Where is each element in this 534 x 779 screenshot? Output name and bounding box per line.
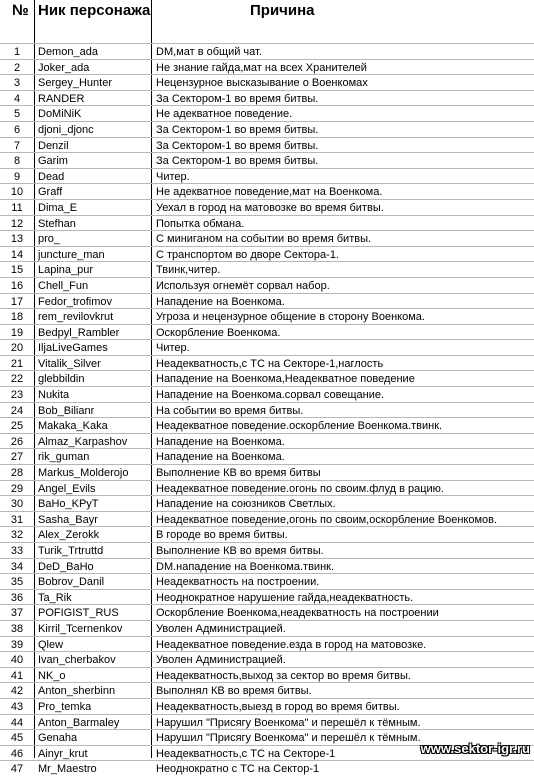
- row-number: 21: [10, 357, 24, 370]
- table-row: [0, 527, 534, 543]
- row-reason: Нецензурное высказывание о Военкомах: [156, 77, 368, 90]
- table-row: [0, 75, 534, 91]
- row-number: 9: [13, 170, 21, 183]
- row-reason: За Сектором-1 во время битвы.: [156, 139, 319, 152]
- row-nick: Markus_Molderojo: [38, 467, 129, 480]
- row-number: 10: [10, 186, 24, 199]
- row-reason: Уехал в город на матовозке во время битвы.: [156, 201, 384, 214]
- row-nick: Nukita: [38, 389, 70, 402]
- row-number: 15: [10, 264, 24, 277]
- row-reason: Неадекватное поведение.огонь по своим.флуд в рацию.: [156, 482, 444, 495]
- table-row: [0, 138, 534, 154]
- row-nick: Lapina_pur: [38, 264, 94, 277]
- row-reason: На событии во время битвы.: [156, 404, 304, 417]
- row-reason: Оскорбление Военкома.: [156, 326, 281, 339]
- row-reason: Уволен Администрацией.: [156, 654, 286, 667]
- row-nick: POFIGIST_RUS: [38, 607, 119, 620]
- table-row: [0, 340, 534, 356]
- row-reason: Выполнение КВ во время битвы: [156, 467, 321, 480]
- row-number: 45: [10, 732, 24, 745]
- header-number: №: [12, 2, 29, 19]
- row-reason: Не адекватное поведение.: [156, 108, 293, 121]
- row-number: 16: [10, 279, 24, 292]
- row-nick: Alex_Zerokk: [38, 529, 100, 542]
- table-row: [0, 496, 534, 512]
- row-reason: Нарушил "Присягу Военкома" и перешёл к тёмным.: [156, 732, 421, 745]
- row-reason: С транспортом во дворе Сектора-1.: [156, 248, 339, 261]
- row-number: 8: [13, 155, 21, 168]
- table-row: [0, 231, 534, 247]
- row-reason: Не знание гайда,мат на всех Хранителей: [156, 61, 367, 74]
- row-number: 34: [10, 560, 24, 573]
- table-row: [0, 309, 534, 325]
- row-number: 32: [10, 529, 24, 542]
- row-nick: Stefhan: [38, 217, 76, 230]
- row-number: 4: [13, 92, 21, 105]
- row-reason: Неадекватное поведение,огонь по своим,оскорбление Военкомов.: [156, 513, 498, 526]
- row-number: 24: [10, 404, 24, 417]
- table-row: [0, 590, 534, 606]
- row-nick: Graff: [38, 186, 63, 199]
- row-nick: rem_revilovkrut: [38, 311, 114, 324]
- table-row: [0, 60, 534, 76]
- row-nick: Bobrov_Danil: [38, 576, 105, 589]
- table-row: [0, 184, 534, 200]
- row-nick: NK_o: [38, 669, 66, 682]
- row-reason: Оскорбление Военкома,неадекватность на построении: [156, 607, 439, 620]
- row-reason: Читер.: [156, 342, 190, 355]
- row-reason: Нападение на Военкома.: [156, 435, 285, 448]
- row-nick: IljaLiveGames: [38, 342, 108, 355]
- row-number: 26: [10, 435, 24, 448]
- row-nick: Anton_Barmaley: [38, 716, 120, 729]
- row-nick: Anton_sherbinn: [38, 685, 116, 698]
- row-number: 46: [10, 747, 24, 760]
- row-number: 42: [10, 685, 24, 698]
- row-reason: За Сектором-1 во время битвы.: [156, 123, 319, 136]
- row-number: 5: [13, 108, 21, 121]
- row-nick: DeD_BaHo: [38, 560, 94, 573]
- header-reason: Причина: [250, 2, 315, 19]
- row-number: 2: [13, 61, 21, 74]
- row-reason: С миниганом на событии во время битвы.: [156, 233, 372, 246]
- row-number: 44: [10, 716, 24, 729]
- row-number: 43: [10, 700, 24, 713]
- table-row: [0, 621, 534, 637]
- row-number: 17: [10, 295, 24, 308]
- table-row: [0, 418, 534, 434]
- row-reason: Неоднократное нарушение гайда,неадекватность.: [156, 591, 414, 604]
- row-reason: Выполнение КВ во время битвы.: [156, 545, 324, 557]
- table-row: [0, 637, 534, 653]
- row-reason: Неадекватность,выход за сектор во время битвы.: [156, 669, 411, 682]
- table-row: [0, 356, 534, 372]
- table-row: [0, 605, 534, 621]
- row-number: 3: [13, 77, 21, 90]
- row-nick: Kirril_Tcernenkov: [38, 622, 123, 635]
- table-row: [0, 262, 534, 278]
- row-reason: DM.нападение на Военкома.твинк.: [156, 560, 335, 573]
- row-nick: Genaha: [38, 732, 78, 745]
- row-number: 47: [10, 763, 24, 776]
- row-number: 25: [10, 420, 24, 433]
- row-number: 23: [10, 389, 24, 402]
- row-reason: Используя огнемёт сорвал набор.: [156, 279, 330, 292]
- row-number: 35: [10, 576, 24, 589]
- row-nick: Mr_Maestro: [38, 763, 97, 776]
- row-number: 30: [10, 498, 24, 511]
- row-number: 1: [13, 46, 21, 58]
- row-nick: Demon_ada: [38, 46, 98, 58]
- table-row: [0, 715, 534, 731]
- row-reason: Уволен Администрацией.: [156, 622, 286, 635]
- row-nick: Turik_Trtruttd: [38, 545, 104, 557]
- row-reason: За Сектором-1 во время битвы.: [156, 155, 319, 168]
- row-reason: Нарушил "Присягу Военкома" и перешёл к тёмным.: [156, 716, 421, 729]
- row-number: 27: [10, 451, 24, 464]
- row-reason: Нападение на союзников Светлых.: [156, 498, 336, 511]
- row-nick: Ta_Rik: [38, 591, 72, 604]
- row-number: 13: [10, 233, 24, 246]
- table-row: [0, 294, 534, 310]
- row-reason: Нападение на Военкома,Неадекватное поведение: [156, 373, 415, 386]
- table-row: [0, 153, 534, 169]
- table-row: [0, 91, 534, 107]
- row-reason: Нападение на Военкома.: [156, 295, 285, 308]
- row-reason: Попытка обмана.: [156, 217, 245, 230]
- table-row: [0, 574, 534, 590]
- row-number: 41: [10, 669, 24, 682]
- row-nick: BaHo_KPyT: [38, 498, 99, 511]
- row-reason: Неадекватное поведение.езда в город на матовозке.: [156, 638, 427, 651]
- table-row: [0, 652, 534, 668]
- row-nick: Almaz_Karpashov: [38, 435, 128, 448]
- table-row: [0, 699, 534, 715]
- table-row: [0, 403, 534, 419]
- row-nick: Dead: [38, 170, 65, 183]
- row-reason: Неадекватность,с ТС на Секторе-1: [156, 747, 336, 760]
- row-nick: Joker_ada: [38, 61, 90, 74]
- table-row: [0, 543, 534, 559]
- header-nick: Ник персонажа: [38, 2, 151, 19]
- table-row: [0, 371, 534, 387]
- row-reason: Неадекватность на построении.: [156, 576, 320, 589]
- table-row: [0, 683, 534, 699]
- row-nick: rik_guman: [38, 451, 90, 464]
- row-number: 31: [10, 513, 24, 526]
- row-reason: Нападение на Военкома.: [156, 451, 285, 464]
- row-nick: Ivan_cherbakov: [38, 654, 116, 667]
- row-reason: Угроза и нецензурное общение в сторону Военкома.: [156, 311, 425, 324]
- row-number: 37: [10, 607, 24, 620]
- row-number: 6: [13, 123, 21, 136]
- row-nick: Vitalik_Silver: [38, 357, 101, 370]
- table-row: [0, 325, 534, 341]
- table-row: [0, 481, 534, 497]
- watermark: www.sektor-igr.ru: [420, 741, 530, 756]
- table-row: [0, 668, 534, 684]
- row-reason: Неадекватное поведение.оскорбление Военкома.твинк.: [156, 420, 443, 433]
- row-nick: glebbildin: [38, 373, 85, 386]
- row-number: 22: [10, 373, 24, 386]
- row-number: 7: [13, 139, 21, 152]
- row-nick: Ainyr_krut: [38, 747, 88, 760]
- table-row: [0, 122, 534, 138]
- row-nick: Dima_E: [38, 201, 78, 214]
- row-nick: djoni_djonc: [38, 123, 94, 136]
- row-nick: Garim: [38, 155, 68, 168]
- row-nick: pro_: [38, 233, 61, 246]
- row-nick: Bedpyl_Rambler: [38, 326, 120, 339]
- row-number: 18: [10, 311, 24, 324]
- table-header: [0, 0, 534, 43]
- row-nick: Denzil: [38, 139, 69, 152]
- row-number: 33: [10, 545, 24, 557]
- row-number: 28: [10, 467, 24, 480]
- row-reason: Нападение на Военкома.сорвал совещание.: [156, 389, 385, 402]
- table-row: [0, 247, 534, 263]
- table-row: [0, 169, 534, 185]
- row-reason: Неадекватность,с ТС на Секторе-1,наглость: [156, 357, 384, 370]
- row-reason: В городе во время битвы.: [156, 529, 288, 542]
- table-row: [0, 106, 534, 122]
- table-row: [0, 512, 534, 528]
- table-row: [0, 559, 534, 575]
- row-nick: Qlew: [38, 638, 64, 651]
- row-number: 39: [10, 638, 24, 651]
- row-reason: За Сектором-1 во время битвы.: [156, 92, 319, 105]
- table-row: [0, 761, 534, 779]
- table-row: [0, 465, 534, 481]
- row-reason: DM,мат в общий чат.: [156, 46, 262, 58]
- table-row: [0, 434, 534, 450]
- row-number: 40: [10, 654, 24, 667]
- row-number: 11: [11, 201, 23, 214]
- row-reason: Неадекватность,выезд в город во время битвы.: [156, 700, 400, 713]
- row-number: 12: [10, 217, 24, 230]
- row-number: 14: [10, 248, 24, 261]
- row-number: 29: [10, 482, 24, 495]
- table-row: [0, 278, 534, 294]
- row-reason: Не адекватное поведение,мат на Военкома.: [156, 186, 383, 199]
- row-nick: Makaka_Kaka: [38, 420, 108, 433]
- row-nick: juncture_man: [38, 248, 105, 261]
- row-nick: Sasha_Bayr: [38, 513, 98, 526]
- table-row: [0, 200, 534, 216]
- table-row: [0, 216, 534, 232]
- table-row: [0, 449, 534, 465]
- row-reason: Читер.: [156, 170, 190, 183]
- row-nick: Bob_Bilianr: [38, 404, 95, 417]
- row-reason: Выполнял КВ во время битвы.: [156, 685, 312, 698]
- row-number: 19: [10, 326, 24, 339]
- row-nick: RANDER: [38, 92, 85, 105]
- row-nick: Pro_temka: [38, 700, 92, 713]
- row-reason: Твинк,читер.: [156, 264, 221, 277]
- row-nick: Angel_Evils: [38, 482, 96, 495]
- row-nick: Fedor_trofimov: [38, 295, 112, 308]
- table-row: [0, 387, 534, 403]
- ban-list-table: [0, 44, 534, 779]
- row-number: 36: [10, 591, 24, 604]
- table-row: [0, 44, 534, 60]
- row-reason: Неоднократно с ТС на Сектор-1: [156, 763, 320, 776]
- row-nick: DoMiNiK: [38, 108, 82, 121]
- row-number: 38: [10, 622, 24, 635]
- row-nick: Chell_Fun: [38, 279, 89, 292]
- row-number: 20: [10, 342, 24, 355]
- row-nick: Sergey_Hunter: [38, 77, 112, 90]
